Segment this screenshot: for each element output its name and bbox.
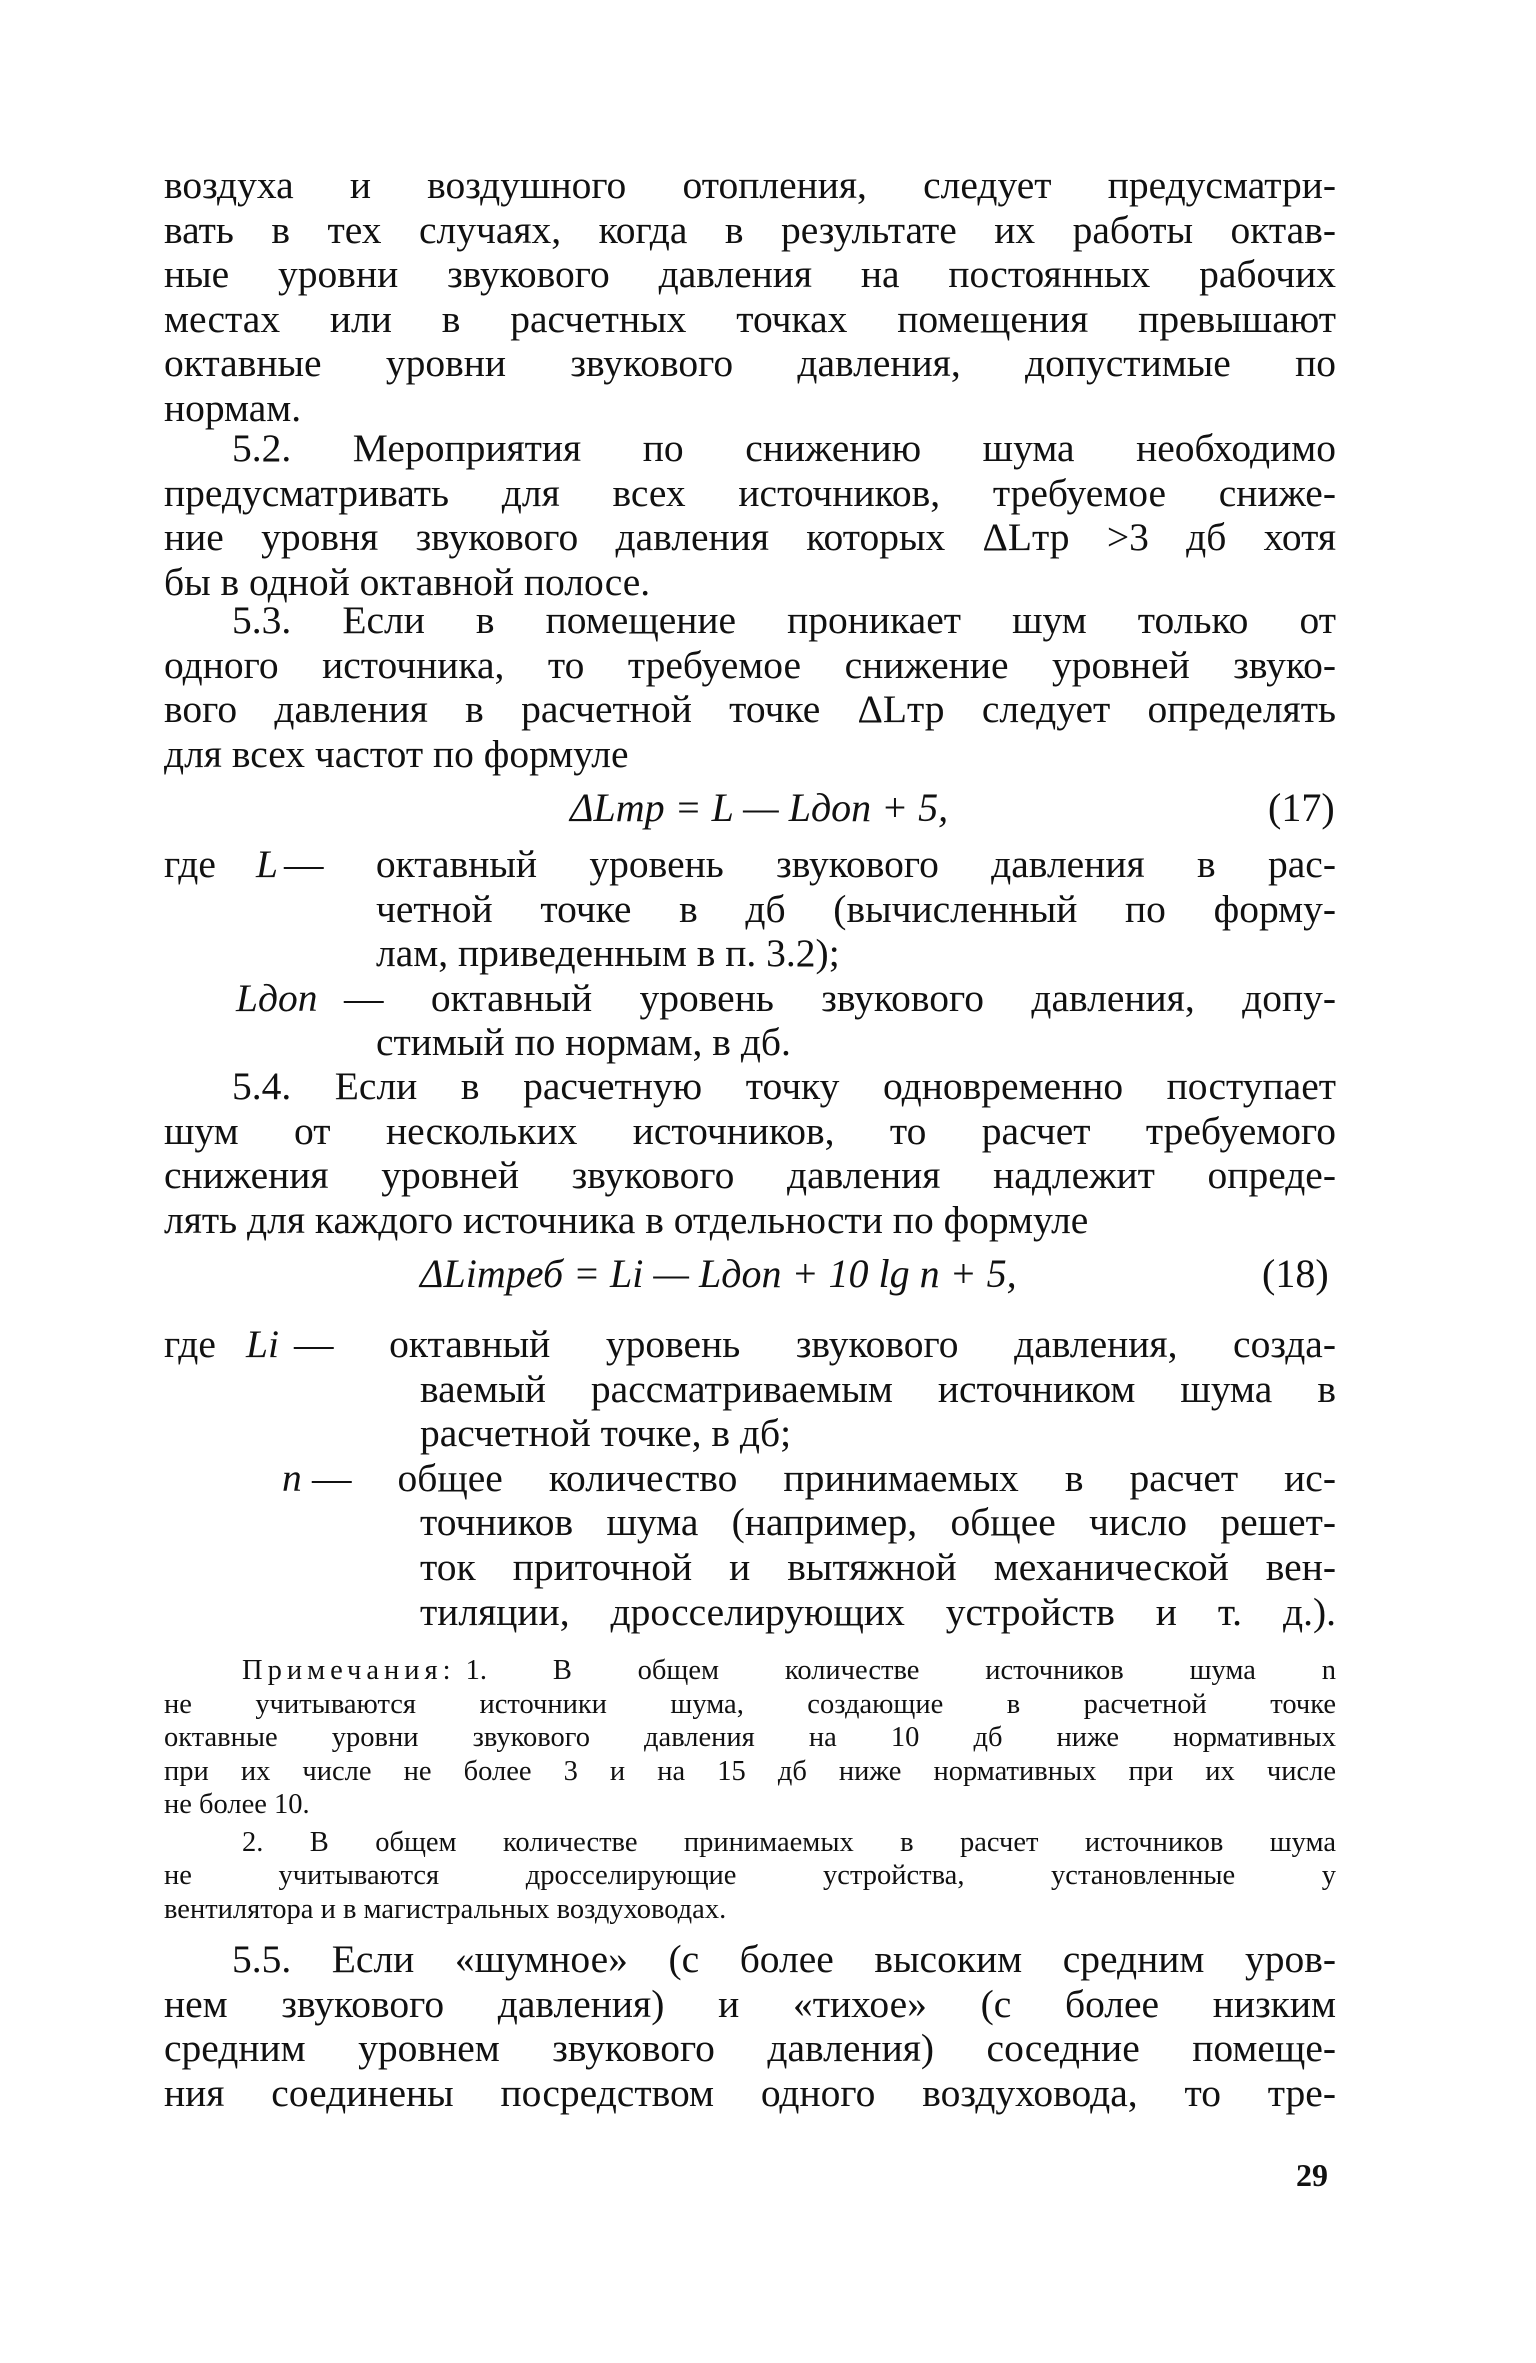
definition-n-line: — общее количество принимаемых в расчет ис- xyxy=(312,1455,1336,1500)
definition-l-line: четной точке в дб (вычисленный по форму- xyxy=(376,886,1336,931)
notes-section xyxy=(164,1654,1336,1926)
text-line: ния соединены посредством одного воздуховода, то тре- xyxy=(164,2070,1336,2115)
definition-ldop-line: стимый по нормам, в дб. xyxy=(376,1020,791,1065)
page-number: 29 xyxy=(1296,2157,1328,2193)
text-line: для всех частот по формуле xyxy=(164,731,629,776)
note-line: при их числе не более 3 и на 15 дб ниже нормативных при их числе xyxy=(164,1755,1336,1787)
text-line: предусматривать для всех источников, требуемое сниже- xyxy=(164,470,1336,515)
formula-18: ΔLiтреб = Li — Lдоп + 10 lg n + 5, xyxy=(420,1251,1017,1296)
text-line: лять для каждого источника в отдельности по формуле xyxy=(164,1197,1089,1242)
symbol-li: Li xyxy=(246,1322,279,1366)
text-line: вого давления в расчетной точке ΔLтр следует определять xyxy=(164,687,1336,732)
definition-ldop-line: — октавный уровень звукового давления, допу- xyxy=(344,975,1336,1020)
text-line: воздуха и воздушного отопления, следует предусматри- xyxy=(164,163,1336,207)
text-line: нормам. xyxy=(164,385,302,430)
note-line: вентилятора и в магистральных воздуховодах. xyxy=(164,1893,727,1925)
section-5-4 xyxy=(164,1064,1336,1242)
symbol-ldop: Lдоп xyxy=(236,975,318,1020)
symbol-l: L xyxy=(256,842,278,886)
note-line: 2. В общем количестве принимаемых в расчет источников шума xyxy=(242,1826,1336,1858)
text-line: октавные уровни звукового давления, допустимые по xyxy=(164,341,1336,386)
text-line: 5.2. Мероприятия по снижению шума необходимо xyxy=(232,426,1336,470)
definition-l-line: — октавный уровень звукового давления в рас- xyxy=(284,842,1336,886)
text-line: бы в одной октавной полосе. xyxy=(164,559,651,604)
definition-n-line: тиляции, дросселирующих устройств и т. д.). xyxy=(420,1589,1336,1634)
definition-li-line: расчетной точке, в дб; xyxy=(420,1411,792,1456)
formula-17: ΔLтр = L — Lдоп + 5, xyxy=(570,785,949,830)
note-line: не более 10. xyxy=(164,1789,310,1820)
text-line: шум от нескольких источников, то расчет требуемого xyxy=(164,1108,1336,1153)
symbol-n: n xyxy=(282,1455,302,1500)
definition-n-line: точников шума (например, общее число решет- xyxy=(420,1500,1336,1545)
definition-n-line: ток приточной и вытяжной механической вен- xyxy=(420,1545,1336,1589)
text-line: ные уровни звукового давления на постоянных рабочих xyxy=(164,252,1336,297)
formula-18-number: (18) xyxy=(1262,1251,1329,1296)
note-line: 1. В общем количестве источников шума n xyxy=(465,1655,1336,1686)
intro-paragraph xyxy=(164,163,1336,431)
note-1-first-line xyxy=(164,1654,1336,1688)
note-line: не учитываются дросселирующие устройства, установленные у xyxy=(164,1860,1336,1891)
text-line: 5.5. Если «шумное» (с более высоким средним уров- xyxy=(232,1937,1336,1981)
formula-18-definitions xyxy=(164,1322,1336,1652)
text-line: ние уровня звукового давления которых ΔLтр >3 дб хотя xyxy=(164,515,1336,560)
notes-heading: Примечания: xyxy=(242,1655,456,1686)
where-label: где xyxy=(164,842,216,886)
text-line: средним уровнем звукового давления) соседние помеще- xyxy=(164,2026,1336,2071)
section-5-2 xyxy=(164,426,1336,604)
note-line: октавные уровни звукового давления на 10 дб ниже нормативных xyxy=(164,1722,1336,1753)
where-label: где xyxy=(164,1322,216,1366)
section-5-5 xyxy=(164,1937,1336,2115)
definition-li-line: ваемый рассматриваемым источником шума в xyxy=(420,1366,1336,1411)
text-line: одного источника, то требуемое снижение уровней звуко- xyxy=(164,642,1336,687)
text-line: снижения уровней звукового давления надлежит опреде- xyxy=(164,1153,1336,1198)
formula-17-number: (17) xyxy=(1268,785,1335,830)
definition-l-line: лам, приведенным в п. 3.2); xyxy=(376,931,840,976)
text-line: местах или в расчетных точках помещения превышают xyxy=(164,296,1336,341)
section-5-3 xyxy=(164,598,1336,776)
text-line: нем звукового давления) и «тихое» (с более низким xyxy=(164,1981,1336,2026)
definition-li-line: — октавный уровень звукового давления, созда- xyxy=(294,1322,1336,1366)
text-line: 5.3. Если в помещение проникает шум только от xyxy=(232,598,1336,642)
formula-17-definitions xyxy=(164,842,1336,1065)
text-line: вать в тех случаях, когда в результате их работы октав- xyxy=(164,207,1336,252)
note-line: не учитываются источники шума, создающие в расчетной точке xyxy=(164,1688,1336,1720)
text-line: 5.4. Если в расчетную точку одновременно поступает xyxy=(232,1064,1336,1108)
